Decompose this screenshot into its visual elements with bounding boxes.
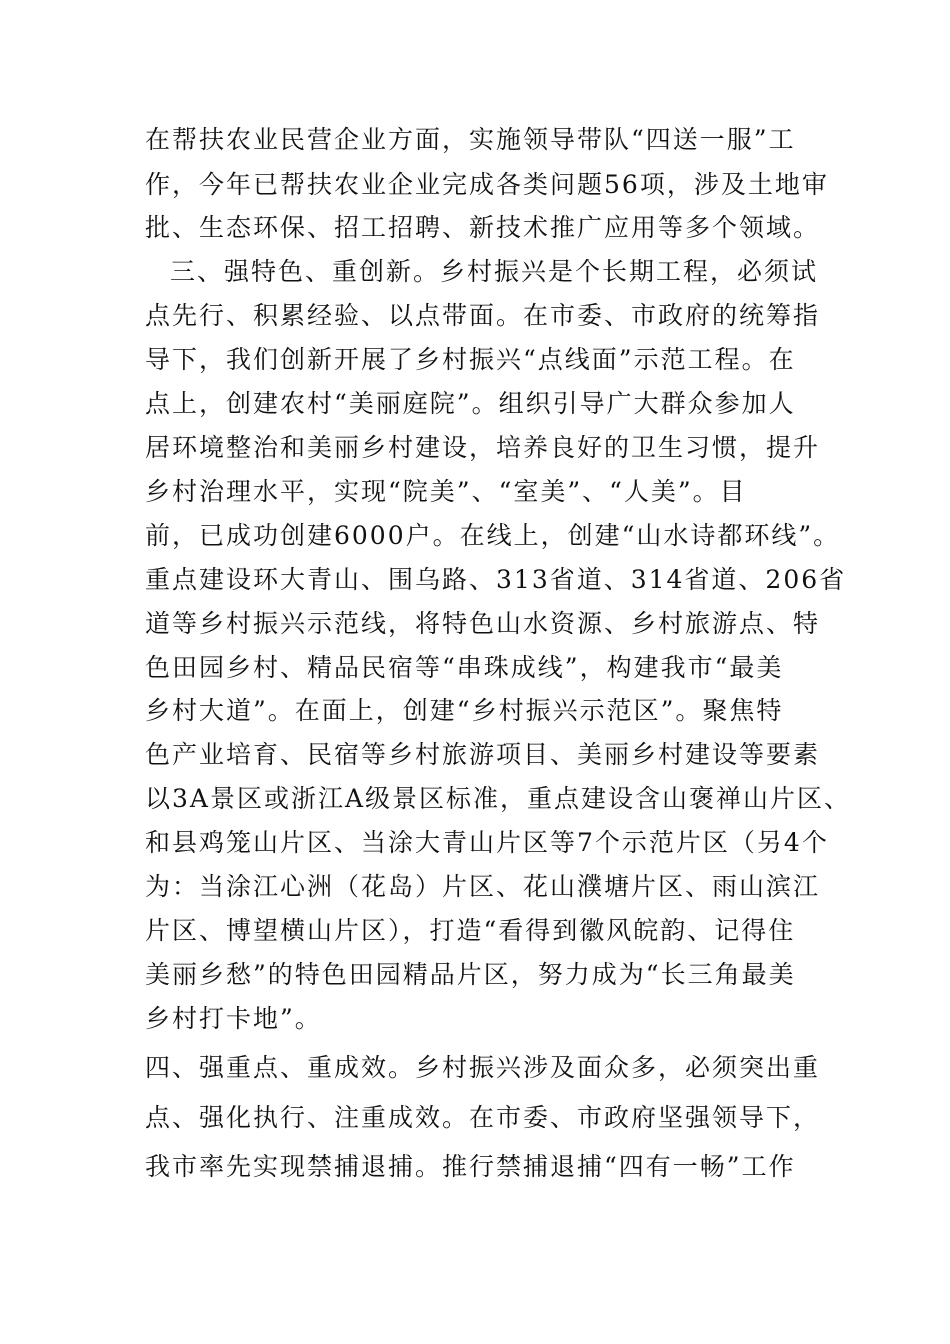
paragraph-2-line-16: 片区、博望横山片区），打造“看得到徽风皖韵、记得住	[145, 916, 796, 945]
paragraph-2-line-14: 和县鸡笼山片区、当涂大青山片区等7个示范片区（另4个	[145, 828, 829, 857]
paragraph-2-line-2: 点先行、积累经验、以点带面。在市委、市政府的统筹指	[145, 301, 821, 330]
paragraph-1-line-1: 在帮扶农业民营企业方面，实施领导带队“四送一服”工	[145, 125, 796, 154]
paragraph-2-line-8: 重点建设环大青山、围乌路、313省道、314省道、206省	[145, 565, 847, 594]
paragraph-2-line-9: 道等乡村振兴示范线，将特色山水资源、乡村旅游点、特	[145, 609, 821, 638]
paragraph-2-line-1: 三、强特色、重创新。乡村振兴是个长期工程，必须试	[170, 257, 819, 286]
paragraph-2-line-13: 以3A景区或浙江A级景区标准，重点建设含山褒禅山片区、	[145, 784, 852, 813]
paragraph-2-line-10: 色田园乡村、精品民宿等“串珠成线”，构建我市“最美	[145, 653, 784, 682]
paragraph-1-line-3: 批、生态环保、招工招聘、新技术推广应用等多个领域。	[145, 213, 821, 242]
paragraph-2-line-18: 乡村打卡地”。	[145, 1004, 322, 1033]
paragraph-2-line-12: 色产业培育、民宿等乡村旅游项目、美丽乡村建设等要素	[145, 740, 821, 769]
paragraph-2-line-7: 前，已成功创建6000户。在线上，创建“山水诗都环线”。	[145, 521, 841, 550]
paragraph-2-line-15: 为：当涂江心洲（花岛）片区、花山濮塘片区、雨山滨江	[145, 872, 821, 901]
paragraph-3-line-2: 点、强化执行、注重成效。在市委、市政府坚强领导下，	[145, 1103, 821, 1132]
paragraph-2-line-6: 乡村治理水平，实现“院美”、“室美”、“人美”。目	[145, 477, 747, 506]
paragraph-2-line-5: 居环境整治和美丽乡村建设，培养良好的卫生习惯，提升	[145, 433, 821, 462]
paragraph-3-line-3: 我市率先实现禁捕退捕。推行禁捕退捕“四有一畅”工作	[145, 1152, 796, 1181]
paragraph-3-line-1: 四、强重点、重成效。乡村振兴涉及面众多，必须突出重	[145, 1053, 821, 1082]
paragraph-2-line-3: 导下，我们创新开展了乡村振兴“点线面”示范工程。在	[145, 345, 796, 374]
paragraph-2-line-4: 点上，创建农村“美丽庭院”。组织引导广大群众参加人	[145, 389, 796, 418]
paragraph-2-line-17: 美丽乡愁”的特色田园精品片区，努力成为“长三角最美	[145, 960, 796, 989]
paragraph-2-line-11: 乡村大道”。在面上，创建“乡村振兴示范区”。聚焦特	[145, 696, 784, 725]
paragraph-1-line-2: 作，今年已帮扶农业企业完成各类问题56项，涉及土地审	[145, 170, 829, 199]
